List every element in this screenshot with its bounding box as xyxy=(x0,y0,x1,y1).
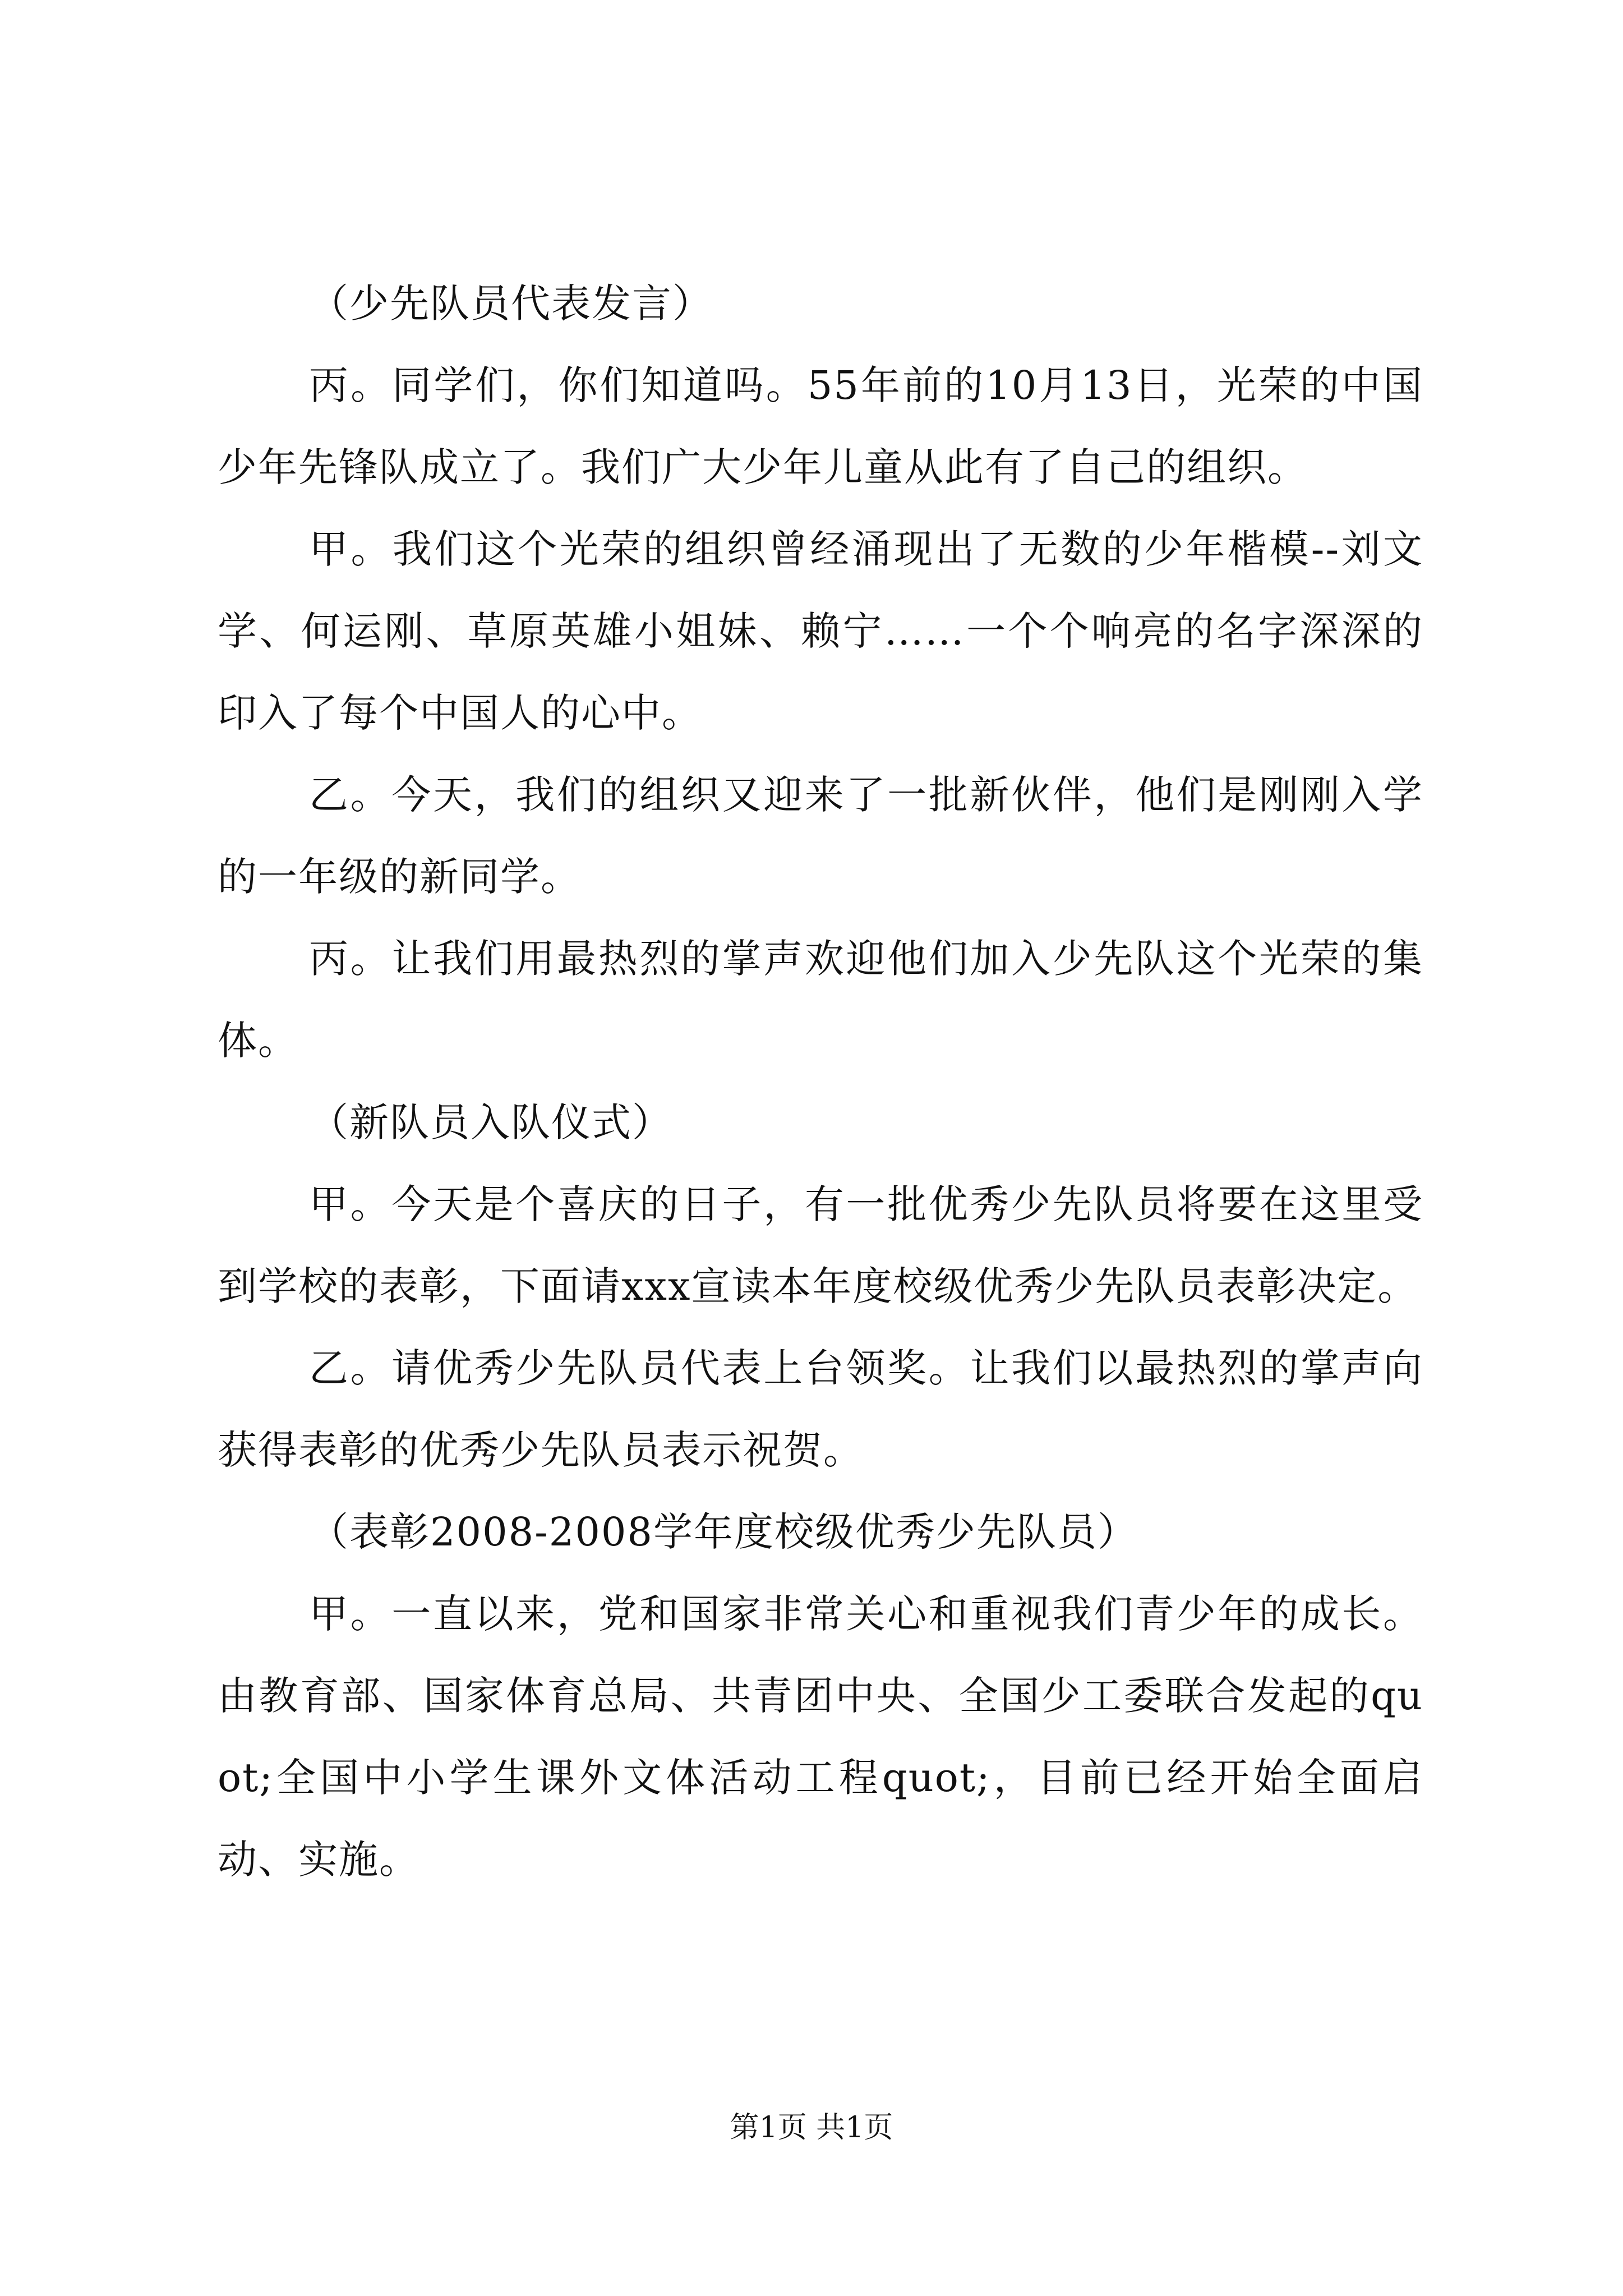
paragraph-bing-founding: 丙。同学们，你们知道吗。55年前的10月13日，光荣的中国少年先锋队成立了。我们广大少年儿童从此有了自己的组织。 xyxy=(218,362,1423,490)
stage-direction-commendation: （表彰2008-2008学年度校级优秀少先队员） xyxy=(309,1509,1138,1555)
paragraph-yi-award: 乙。请优秀少先队员代表上台领奖。让我们以最热烈的掌声向获得表彰的优秀少先队员表示祝贺。 xyxy=(218,1345,1423,1473)
paragraph-jia-activities-project: 甲。一直以来，党和国家非常关心和重视我们青少年的成长。由教育部、国家体育总局、共青团中央、全国少工委联合发起的quot;全国中小学生课外文体活动工程quot;，目前已经开始全面启动、实施。 xyxy=(218,1591,1423,1883)
document-body xyxy=(218,263,1423,1901)
paragraph-jia-role-models: 甲。我们这个光荣的组织曾经涌现出了无数的少年楷模--刘文学、何运刚、草原英雄小姐妹、赖宁……一个个响亮的名字深深的印入了每个中国人的心中。 xyxy=(218,526,1423,736)
paragraph-yi-new-partners: 乙。今天，我们的组织又迎来了一批新伙伴，他们是刚刚入学的一年级的新同学。 xyxy=(218,772,1423,900)
stage-direction-induction-ceremony: （新队员入队仪式） xyxy=(309,1099,672,1145)
stage-direction-representative-speech: （少先队员代表发言） xyxy=(309,280,713,326)
paragraph-bing-welcome: 丙。让我们用最热烈的掌声欢迎他们加入少先队这个光荣的集体。 xyxy=(218,936,1423,1064)
paragraph-jia-commendation: 甲。今天是个喜庆的日子，有一批优秀少先队员将要在这里受到学校的表彰，下面请xxx宣读本年度校级优秀少先队员表彰决定。 xyxy=(218,1181,1423,1309)
page-footer: 第1页 共1页 xyxy=(730,2111,893,2145)
